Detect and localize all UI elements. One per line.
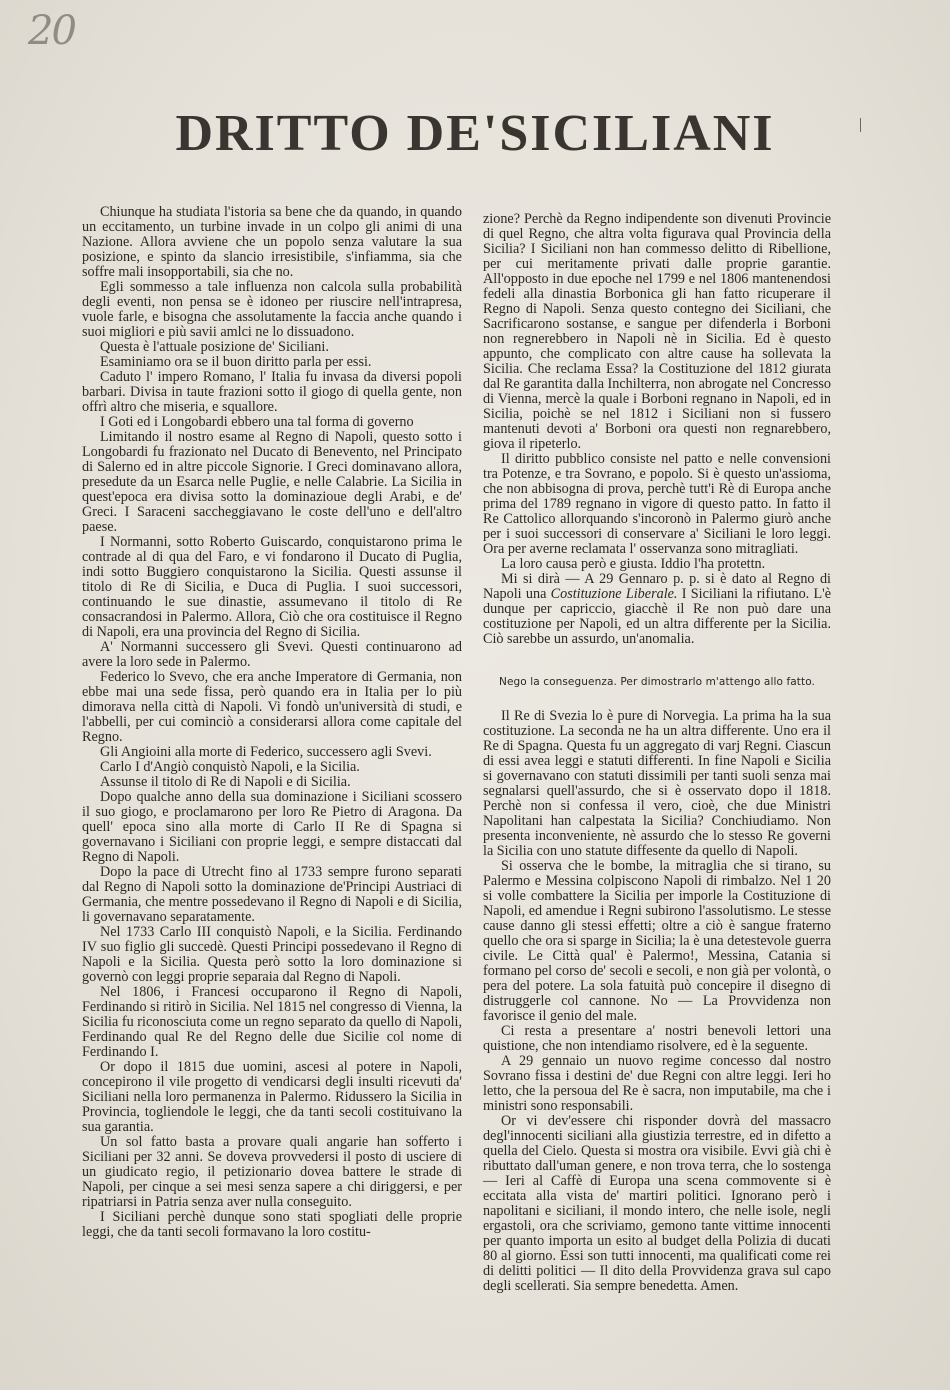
paragraph: Il Re di Svezia lo è pure di Norvegia. La prima ha la sua costituzione. La seconda ne ha un altra differente. Uno era il Re di Spagna. Questa fu un aggregato di varj Regni. Ciascun di essi avea leggi e statuti differenti. In fine Napoli e Sicilia si governavano con statuti dissimili per tanti suoli senza mai segnalarsi quell'assurdo, che si è osservato dopo il 1818. Perchè non si confessa il vero, cioè, che due Ministri Napolitani han calpestata la Sicilia? Conchiudiamo. Non presenta inconveniente, nè assurdo che lo stesso Re governi la Sicilia con uno statute diffesente da quello di Napoli. (483, 708, 831, 859)
paragraph: Nel 1806, i Francesi occuparono il Regno di Napoli, Ferdinando si ritirò in Sicilia. Nel 1815 nel congresso di Vienna, la Sicilia fu riconosciuta come un regno separato da quello di Napoli, Ferdinando qual Re del Regno delle due Sicilie col nome di Ferdinando I. (82, 984, 462, 1060)
paragraph: Dopo qualche anno della sua dominazione i Siciliani scossero il suo giogo, e proclamarono per loro Re Pietro di Aragona. Da quell' epoca sino alla morte di Carlo II Re di Spagna si governavano i Siciliani con proprie leggi, e sempre distaccati dal Regno di Napoli. (82, 789, 462, 865)
emphasis-text: Costituzione Liberale. (550, 586, 678, 602)
right-column-bottom (483, 709, 831, 1294)
paragraph-continuation: zione? Perchè da Regno indipendente son divenuti Provincie di quel Regno, che altra volta figurava qual Provincia della Sicilia? I Siciliani non han commesso delitto di Ribellione, per cui meritamente privati dalle proprie garantie. All'opposto in due epoche nel 1799 e nel 1806 mantenendosi fedeli alla dinastia Borbonica gli han fatto ricuperare il Regno di Napoli. Senza questo contegno dei Siciliani, che Sacrificarono sostanse, e sangue per difenderla i Borboni non regnerebbero in Napoli nè in Sicilia. Ed è questo appunto, che complicato con altre cause ha sollevata la Sicilia. Che reclama Essa? la Costituzione del 1812 giurata dal Re garantita dalla Inchilterra, non abrogate nel Concresso di Vienna, mercè la quale i Borboni regnano in Napoli, ed in Sicilia, poichè se nel 1812 i Siciliani non si fussero mantenuti devoti a' Borboni ora questi non regnarebbero, giova il ripeterlo. (483, 211, 831, 452)
paragraph: Questa è l'attuale posizione de' Siciliani. (100, 339, 329, 355)
paragraph: A' Normanni successero gli Svevi. Questi continuarono ad avere la loro sede in Palermo. (82, 639, 462, 670)
paragraph: Limitando il nostro esame al Regno di Napoli, questo sotto i Longobardi fu frazionato nel Ducato di Benevento, nel Principato di Salerno ed in altre piccole Signorie. I Greci dominavano allora, presedute da un Esarca nelle Puglie, e nelle Calabrie. La Sicilia in quest'epoca era divisa sotto la dominazioue degli Arabi, e de' Greci. I Saraceni saccheggiavano le coste dell'uno e dell'altro paese. (82, 429, 462, 535)
paragraph: Un sol fatto basta a provare quali angarie han sofferto i Siciliani per 32 anni. Se doveva provvedersi il posto di usciere di un giudicato regio, il petizionario dovea battere le strade di Napoli, per cinque a sei mesi senza sapere a chi diriggersi, e per ripatriarsi in Patria senza aver nulla conseguito. (82, 1134, 462, 1210)
paragraph: Gli Angioini alla morte di Federico, successero agli Svevi. (100, 744, 432, 760)
paragraph: Si osserva che le bombe, la mitraglia che si tirano, su Palermo e Messina colpiscono Napoli di rimbalzo. Nel 1 20 si volle combattere la Sicilia per imporle la Costituzione di Napoli, ed amendue i Regni subirono l'assolutismo. Le stesse cause danno gli stessi effetti; oltre a ciò è sangue fraterno quello che ora si sparge in Sicilia; la è una detestevole guerra civile. Le Città qual' è Palermo!, Messina, Catania si formano pel corso de' secoli e secoli, e non già per volontà, o pera del potere. La sola fatuità può concepire il disegno di distruggerle col cannone. No — La Provvidenza non favorisce il genio del male. (483, 858, 831, 1024)
margin-mark (860, 118, 861, 132)
paragraph: A 29 gennaio un nuovo regime concesso dal nostro Sovrano fissa i destini de' due Regni con altre leggi. Ieri ho letto, che la persoua del Re è sacra, non imputabile, ma che i ministri sono responsabili. (483, 1053, 831, 1114)
paragraph: Federico lo Svevo, che era anche Imperatore di Germania, non ebbe mai una sede fissa, però quando era in Italia per lo più dimorava nella città di Napoli. Vi fondò un'università di studi, e l'abbelli, per cui cominciò a considerarsi allora come capitale del Regno. (82, 669, 462, 745)
paragraph: Il diritto pubblico consiste nel patto e nelle convensioni tra Potenze, e tra Sovrano, e popolo. Si è questo un'assioma, che non abbisogna di prova, perchè tutt'i Rè di Europa anche prima del 1789 regnano in vigore di questo patto. In fatto il Re Cattolico allorquando s'incoronò in Palermo giurò anche per i suoi successori di conservare a' Siciliani le loro leggi. Ora per averne reclamata l' osservanza sono mitragliati. (483, 451, 831, 557)
paragraph: Ci resta a presentare a' nostri benevoli lettori una quistione, che non intendiamo risolvere, ed è la seguente. (483, 1023, 831, 1054)
paragraph (483, 572, 831, 647)
paragraph: I Goti ed i Longobardi ebbero una tal forma di governo (100, 414, 414, 430)
right-column-top (483, 212, 831, 647)
page-title: DRITTO DE'SICILIANI (175, 105, 775, 162)
text-run: Mi si dirà — A 29 Gennaro p. p. si è dato al Regno di Napoli una (483, 571, 831, 602)
paragraph: I Siciliani perchè dunque sono stati spogliati delle proprie leggi, che da tanti secoli formavano la loro costitu- (82, 1209, 462, 1240)
left-column (82, 205, 462, 1240)
text-run: I Siciliani la rifiutano. L'è dunque per capriccio, giacchè il Re non può dare una costituzione per Napoli, ed un altra differente per la Sicilia. Ciò sarebbe un assurdo, un'anomalia. (483, 586, 831, 647)
paragraph: Egli sommesso a tale influenza non calcola sulla probabilità degli eventi, non pensa se è idoneo per riuscire nell'intrapresa, vuole farle, e bisogna che assolutamente la faccia anche quando i suoi migliori e più savii amlci ne lo dissuadono. (82, 279, 462, 340)
paragraph: Or vi dev'essere chi risponder dovrà del massacro degl'innocenti siciliani alla giustizia terrestre, ed in difetto a quella del Cielo. Questa si mostra ora visibile. Evvi già chi è ributtato dall'uman genere, e non trova terra, che lo sostenga — Ieri al Caffè di Europa una scena commovente si è eccitata alla vista de' martiri politici. Ignorano però i napolitani e siciliani, il mondo intero, che nelle isole, negli ergastoli, ora che scriviamo, gemono tante vittime innocenti per quanto importa un esito al budget della Polizia di ducati 80 al giorno. Essi son tutti innocenti, ma qualificati come rei di delitti politici — Il dito della Provvidenza grava sul capo degli scellerati. Sia sempre benedetta. Amen. (483, 1113, 831, 1294)
paragraph: I Normanni, sotto Roberto Guiscardo, conquistarono prima le contrade al di qua del Faro, e vi fondarono il Ducato di Puglia, indi sotto Buggiero conquistarono la Sicilia. Questi assunse il titolo di Re di Sicilia, e Duca di Puglia. I suoi successori, continuando le sue dinastie, assumevano il titolo di Re consacrandosi in Palermo. Allora, Ciò che ora costituisce il Regno di Napoli, era una provincia del Regno di Sicilia. (82, 534, 462, 640)
handwritten-annotation: 20 (28, 8, 75, 54)
paragraph: Assunse il titolo di Re di Napoli e di Sicilia. (100, 774, 351, 790)
paragraph: Chiunque ha studiata l'istoria sa bene che da quando, in quando un eccitamento, un turbine invade in un colpo gli animi di una Nazione. Allora avviene che un popolo senza valutare la sua posizione, e spinto da slancio irresistibile, s'infiamma, sia che soffre mali insopportabili, sia che no. (82, 204, 462, 280)
paragraph: Nel 1733 Carlo III conquistò Napoli, e la Sicilia. Ferdinando IV suo figlio gli succedè. Questi Principi possedevano il Regno di Napoli e la Sicilia. Questa però sotto la loro dominazione si governò con leggi proprie separaia dal Regno di Napoli. (82, 924, 462, 985)
paragraph: Dopo la pace di Utrecht fino al 1733 sempre furono separati dal Regno di Napoli sotto la dominazione de'Principi Austriaci di Germania, che mentre possedevano il Regno di Napoli e di Sicilia, li governavano separatamente. (82, 864, 462, 925)
paragraph: Caduto l' impero Romano, l' Italia fu invasa da diversi popoli barbari. Divisa in taute frazioni sotto il giogo di quella gente, non offrì altro che miseria, e squallore. (82, 369, 462, 415)
paragraph: Esaminiamo ora se il buon diritto parla per essi. (100, 354, 372, 370)
centered-statement: Nego la conseguenza. Per dimostrarlo m'attengo allo fatto. (498, 676, 815, 688)
paragraph: Or dopo il 1815 due uomini, ascesi al potere in Napoli, concepirono il vile progetto di vendicarsi degli insulti ricevuti da' Siciliani nella loro permanenza in Palermo. Ridussero la Sicilia in Provincia, togliendole le leggi, che da tanti secoli costituivano la sua garantia. (82, 1059, 462, 1135)
paragraph: La loro causa però e giusta. Iddio l'ha protettn. (501, 556, 766, 572)
paragraph: Carlo I d'Angiò conquistò Napoli, e la Sicilia. (100, 759, 360, 775)
